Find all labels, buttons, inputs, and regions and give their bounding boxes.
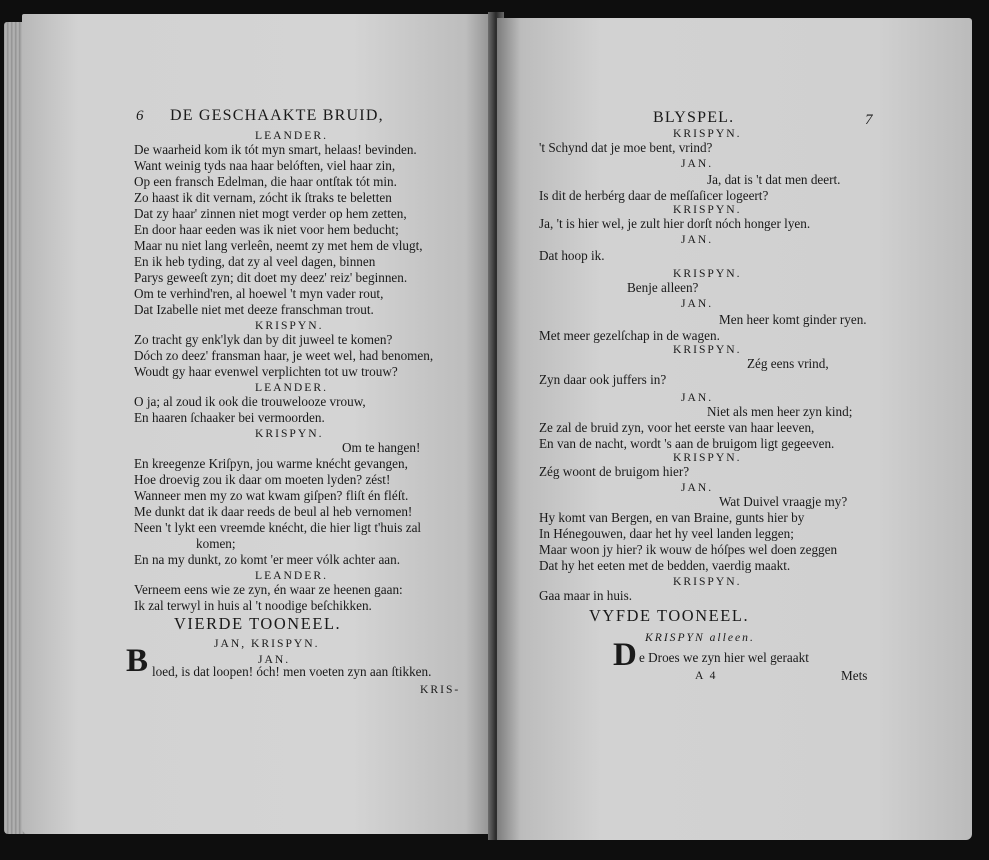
drop-cap: D <box>613 637 637 673</box>
verse-line: En kreegenze Kriſpyn, jou warme knécht gevangen, <box>134 456 408 471</box>
verse-line: Zég woont de bruigom hier? <box>539 464 690 479</box>
page-number: 6 <box>136 108 144 124</box>
verse-line: Zég eens vrind, <box>747 356 829 371</box>
speaker-name: JAN. <box>681 297 714 310</box>
speaker-name: JAN. <box>681 481 714 494</box>
verse-line: Dat hy het eeten met de bedden, vaerdig maakt. <box>539 558 791 573</box>
verse-line: Wanneer men my zo wat kwam giſpen? fliſt én fléſt. <box>134 488 409 503</box>
catchword: Mets <box>841 668 868 683</box>
right-page <box>497 18 972 840</box>
scene-characters: KRISPYN alleen. <box>645 631 755 644</box>
verse-line: En na my dunkt, zo komt 'er meer vólk achter aan. <box>134 552 401 567</box>
running-head: BLYSPEL. <box>653 109 735 126</box>
verse-line: Maar woon jy hier? ik wouw de hóſpes wel doen zeggen <box>539 542 838 557</box>
verse-line: De waarheid kom ik tót myn smart, helaas! bevinden. <box>134 142 417 157</box>
verse-line: Zyn daar ook juffers in? <box>539 372 667 387</box>
verse-line: Dat hoop ik. <box>539 248 605 263</box>
speaker-name: KRISPYN. <box>255 319 324 332</box>
scene-heading: VIERDE TOONEEL. <box>174 614 342 633</box>
speaker-name: KRISPYN. <box>255 427 324 440</box>
verse-line: Wat Duivel vraagje my? <box>719 494 848 509</box>
verse-line: Ja, 't is hier wel, je zult hier dorſt nóch honger lyen. <box>539 216 811 231</box>
speaker-name: LEANDER. <box>255 381 328 394</box>
speaker-name: JAN. <box>681 157 714 170</box>
verse-line: En door haar eeden was ik niet voor hem beducht; <box>134 222 399 237</box>
speaker-name: KRISPYN. <box>673 127 742 140</box>
catchword: KRIS- <box>420 683 461 696</box>
verse-line: Is dit de herbérg daar de meſſaſicer logeert? <box>539 188 769 203</box>
verse-line: O ja; al zoud ik ook die trouwelooze vrouw, <box>134 394 366 409</box>
verse-line: Hoe droevig zou ik daar om moeten lyden? zést! <box>134 472 391 487</box>
verse-line: Op een fransch Edelman, die haar ontſtak tót min. <box>134 174 397 189</box>
verse-line: komen; <box>196 536 236 551</box>
speaker-name: JAN. <box>258 653 291 666</box>
verse-line: Woudt gy haar evenwel verplichten tot uw trouw? <box>134 364 398 379</box>
verse-line: Om te hangen! <box>342 440 421 455</box>
speaker-name: KRISPYN. <box>673 451 742 464</box>
speaker-name: KRISPYN. <box>673 267 742 280</box>
speaker-name: JAN. <box>681 233 714 246</box>
page-number: 7 <box>865 112 873 128</box>
verse-line: Om te verhind'ren, al hoewel 't myn vader rout, <box>134 286 384 301</box>
signature-mark: A 4 <box>695 669 718 682</box>
verse-line: Want weinig tyds naa haar belóften, viel haar zin, <box>134 158 396 173</box>
running-head: DE GESCHAAKTE BRUID, <box>170 107 384 124</box>
verse-line: Niet als men heer zyn kind; <box>707 404 853 419</box>
verse-line: Met meer gezelſchap in de wagen. <box>539 328 720 343</box>
verse-line: Dóch zo deez' fransman haar, je weet wel, had benomen, <box>134 348 434 363</box>
verse-line: Maar nu niet lang verleên, neemt zy met hem de vlugt, <box>134 238 423 253</box>
verse-line: Ze zal de bruid zyn, voor het eerste van haar leeven, <box>539 420 815 435</box>
verse-line: Parys geweeſt zyn; dit doet my deez' reiz' beginnen. <box>134 270 408 285</box>
scene-heading: VYFDE TOONEEL. <box>589 606 750 625</box>
verse-line: Hy komt van Bergen, en van Braine, gunts hier by <box>539 510 805 525</box>
verse-line: Zo tracht gy enk'lyk dan by dit juweel te komen? <box>134 332 393 347</box>
verse-line: Dat zy haar' zinnen niet mogt verder op hem zetten, <box>134 206 407 221</box>
drop-cap: B <box>126 643 149 679</box>
verse-line: Men heer komt ginder ryen. <box>719 312 867 327</box>
verse-line: Dat Izabelle niet met deeze franschman trout. <box>134 302 374 317</box>
verse-line: En van de nacht, wordt 's aan de bruigom ligt gegeeven. <box>539 436 835 451</box>
verse-line: En ik heb tyding, dat zy al veel dagen, binnen <box>134 254 376 269</box>
verse-line: In Hénegouwen, daar het hy veel landen leggen; <box>539 526 794 541</box>
verse-line: Ja, dat is 't dat men deert. <box>707 172 841 187</box>
verse-line: Zo haast ik dit vernam, zócht ik ſtraks te beletten <box>134 190 392 205</box>
left-page <box>22 14 494 834</box>
speaker-name: KRISPYN. <box>673 203 742 216</box>
verse-line: Gaa maar in huis. <box>539 588 633 603</box>
verse-line: 't Schynd dat je moe bent, vrind? <box>539 140 713 155</box>
speaker-name: KRISPYN. <box>673 343 742 356</box>
speaker-name: KRISPYN. <box>673 575 742 588</box>
speaker-name: LEANDER. <box>255 129 328 142</box>
verse-line: Verneem eens wie ze zyn, én waar ze heenen gaan: <box>134 582 403 597</box>
verse-line: Benje alleen? <box>627 280 699 295</box>
speaker-name: LEANDER. <box>255 569 328 582</box>
speaker-name: JAN. <box>681 391 714 404</box>
verse-line: Me dunkt dat ik daar reeds de beul al heb vernomen! <box>134 504 413 519</box>
verse-line: loed, is dat loopen! óch! men voeten zyn aan ſtikken. <box>152 664 432 679</box>
verse-line: e Droes we zyn hier wel geraakt <box>639 650 809 665</box>
verse-line: Neen 't lykt een vreemde knécht, die hier ligt t'huis zal <box>134 520 422 535</box>
scene-characters: JAN, KRISPYN. <box>214 637 320 650</box>
verse-line: En haaren ſchaaker bei vermoorden. <box>134 410 325 425</box>
verse-line: Ik zal terwyl in huis al 't noodige beſchikken. <box>134 598 372 613</box>
